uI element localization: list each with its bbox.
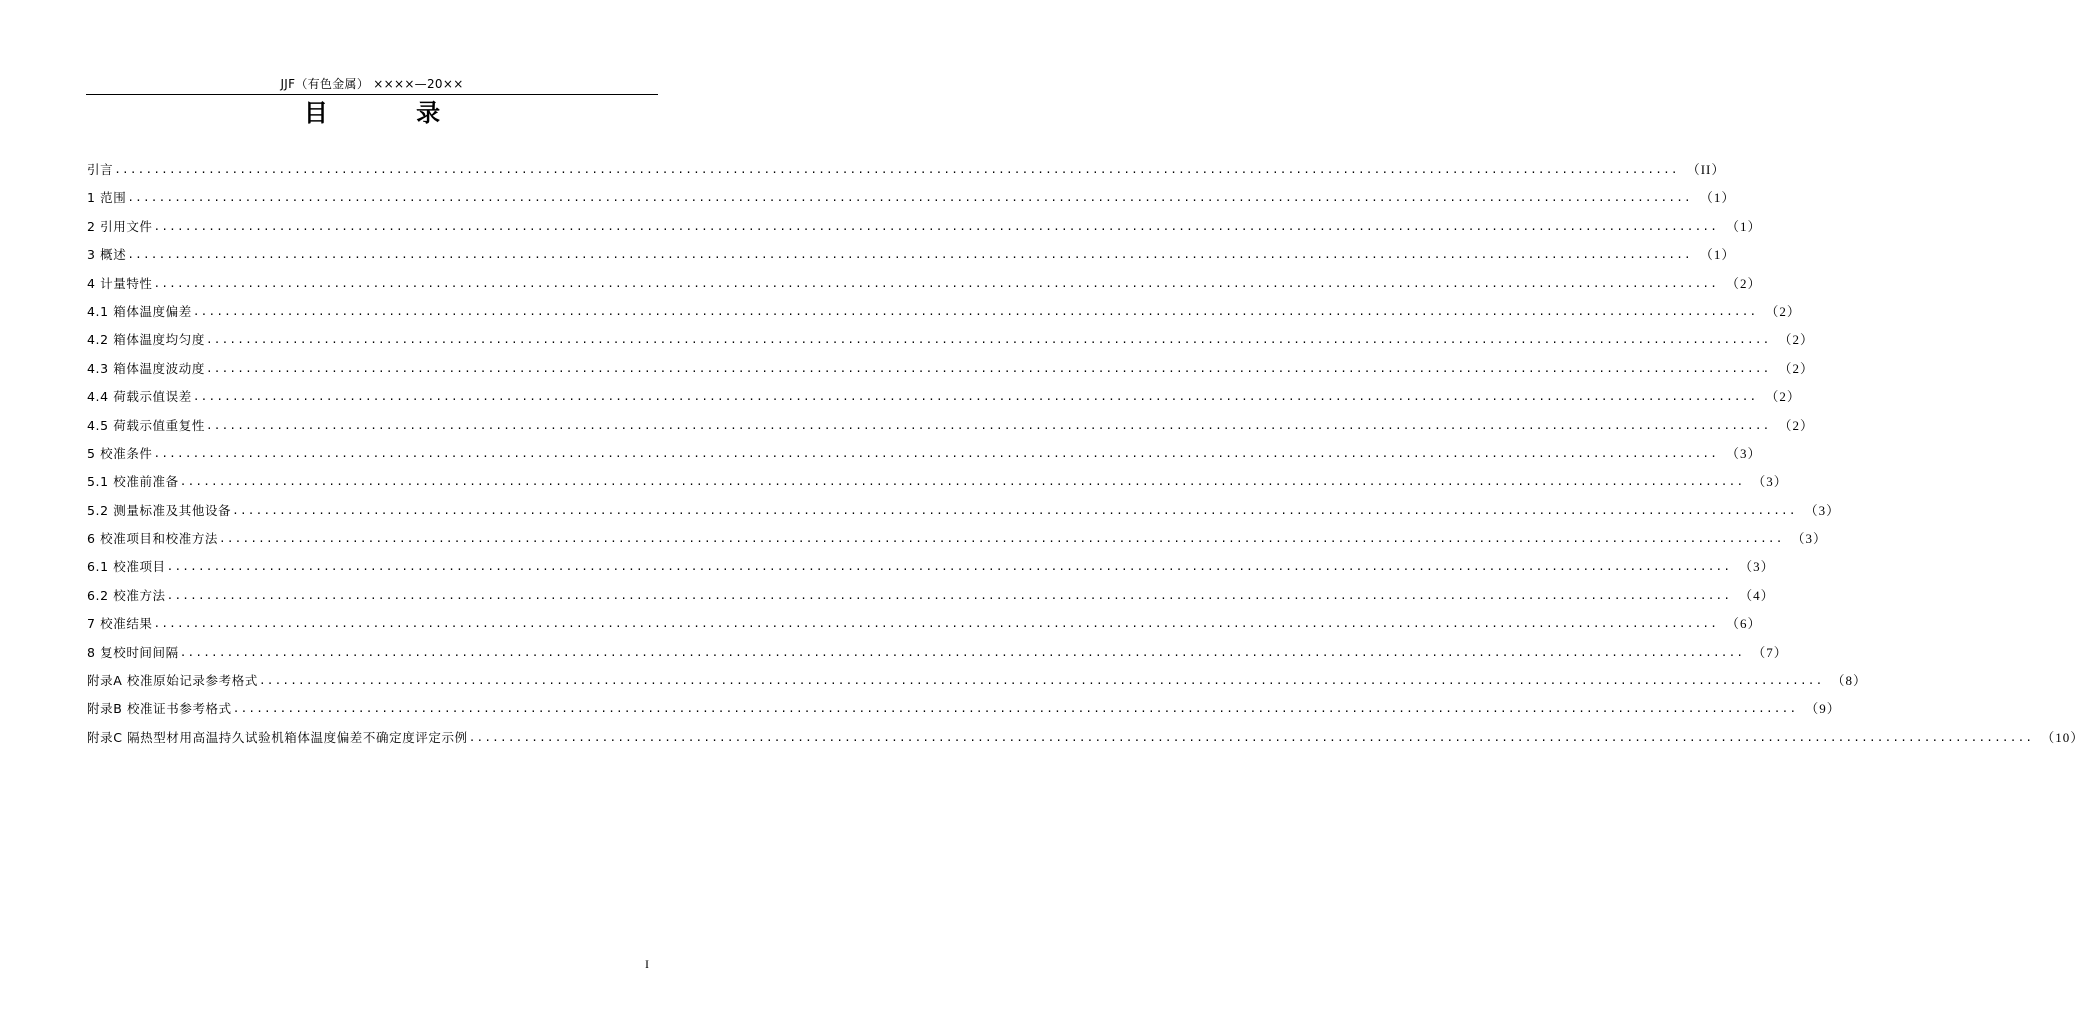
toc-entry[interactable] [87, 644, 1788, 672]
document-header: JJF（有色金属） ××××—20×× [280, 77, 464, 91]
toc-entry-label: 8 复校时间间隔 [87, 644, 179, 660]
toc-entry-page: （2） [1726, 275, 1762, 291]
toc-dot-leader: ........................................................................................................................................................................................................ [166, 588, 1732, 602]
toc-entry-page: （3） [1752, 474, 1788, 490]
header-divider [86, 94, 658, 95]
toc-dot-leader: ........................................................................................................................................................................................................ [127, 248, 1692, 262]
toc-entry-page: （4） [1739, 587, 1775, 603]
toc-entry-page: （3） [1739, 559, 1775, 575]
toc-entry[interactable] [87, 558, 1775, 586]
toc-entry[interactable] [87, 530, 1828, 558]
toc-entry-label: 4 计量特性 [87, 275, 153, 291]
toc-dot-leader: ........................................................................................................................................................................................................ [205, 361, 1771, 375]
toc-dot-leader: ........................................................................................................................................................................................................ [205, 333, 1771, 347]
toc-entry[interactable] [87, 360, 1814, 388]
toc-entry[interactable] [87, 729, 2084, 757]
toc-dot-leader: ........................................................................................................................................................................................................ [192, 390, 1758, 404]
toc-entry-page: （2） [1778, 332, 1814, 348]
toc-dot-leader: ........................................................................................................................................................................................................ [468, 730, 2034, 744]
toc-dot-leader: ........................................................................................................................................................................................................ [127, 191, 1692, 205]
toc-entry-label: 7 校准结果 [87, 616, 153, 632]
toc-entry-page: （2） [1778, 417, 1814, 433]
toc-entry-page: （1） [1699, 247, 1736, 263]
toc-entry-label: 附录A 校准原始记录参考格式 [87, 673, 258, 689]
toc-entry-label: 6.2 校准方法 [87, 587, 166, 603]
toc-entry-label: 4.3 箱体温度波动度 [87, 360, 205, 376]
toc-entry-label: 4.5 荷载示值重复性 [87, 417, 205, 433]
toc-entry-label: 附录C 隔热型材用高温持久试验机箱体温度偏差不确定度评定示例 [87, 729, 468, 745]
toc-entry-page: （3） [1804, 502, 1841, 518]
toc-entry-label: 5.2 测量标准及其他设备 [87, 502, 232, 518]
toc-entry[interactable] [87, 445, 1762, 473]
toc-entry[interactable] [87, 331, 1814, 359]
toc-entry-page: （II） [1686, 162, 1726, 177]
toc-entry[interactable] [87, 502, 1841, 530]
toc-dot-leader: ........................................................................................................................................................................................................ [166, 560, 1732, 574]
toc-entry-label: 4.2 箱体温度均匀度 [87, 332, 205, 348]
toc-entry-page: （7） [1752, 644, 1788, 660]
toc-dot-leader: ........................................................................................................................................................................................................ [232, 702, 1798, 716]
toc-entry-page: （9） [1805, 701, 1841, 717]
toc-entry-label: 6 校准项目和校准方法 [87, 531, 219, 547]
toc-dot-leader: ........................................................................................................................................................................................................ [114, 163, 1679, 176]
toc-entry-page: （1） [1699, 190, 1736, 206]
toc-entry-label: 引言 [87, 162, 114, 177]
toc-entry[interactable] [87, 700, 1841, 728]
toc-dot-leader: ........................................................................................................................................................................................................ [258, 674, 1824, 688]
toc-entry[interactable] [87, 218, 1762, 246]
toc-entry[interactable] [87, 615, 1762, 643]
toc-entry[interactable] [87, 161, 1726, 189]
toc-entry[interactable] [87, 388, 1801, 416]
toc-entry-page: （3） [1726, 445, 1762, 461]
toc-entry-label: 3 概述 [87, 247, 127, 263]
toc-entry-page: （6） [1726, 616, 1762, 632]
toc-dot-leader: ........................................................................................................................................................................................................ [232, 503, 1797, 517]
toc-dot-leader: ........................................................................................................................................................................................................ [153, 446, 1719, 460]
toc-entry[interactable] [87, 303, 1801, 331]
toc-entry-label: 5.1 校准前准备 [87, 474, 179, 490]
table-of-contents [87, 161, 2084, 757]
toc-entry-label: 6.1 校准项目 [87, 559, 166, 575]
toc-dot-leader: ........................................................................................................................................................................................................ [153, 219, 1719, 233]
toc-entry-label: 5 校准条件 [87, 445, 153, 461]
page-title: 目 录 [303, 99, 481, 127]
toc-entry[interactable] [87, 246, 1736, 274]
toc-entry[interactable] [87, 473, 1788, 501]
toc-entry-page: （2） [1765, 389, 1801, 405]
toc-dot-leader: ........................................................................................................................................................................................................ [179, 645, 1745, 659]
toc-entry[interactable] [87, 417, 1814, 445]
toc-dot-leader: ........................................................................................................................................................................................................ [219, 532, 1784, 546]
toc-entry-page: （3） [1791, 531, 1828, 547]
toc-entry-label: 2 引用文件 [87, 218, 153, 234]
toc-entry-label: 1 范围 [87, 190, 127, 206]
toc-dot-leader: ........................................................................................................................................................................................................ [205, 418, 1771, 432]
toc-entry-page: （2） [1765, 303, 1801, 319]
toc-dot-leader: ........................................................................................................................................................................................................ [179, 475, 1745, 489]
toc-dot-leader: ........................................................................................................................................................................................................ [153, 617, 1719, 631]
toc-entry-page: （10） [2041, 729, 2084, 745]
toc-entry-page: （1） [1726, 218, 1762, 234]
page-number: I [645, 957, 649, 971]
toc-dot-leader: ........................................................................................................................................................................................................ [153, 276, 1719, 290]
toc-entry[interactable] [87, 587, 1775, 615]
toc-entry-page: （8） [1831, 673, 1867, 689]
toc-entry-label: 附录B 校准证书参考格式 [87, 701, 232, 717]
toc-entry[interactable] [87, 275, 1762, 303]
toc-entry[interactable] [87, 189, 1736, 217]
toc-dot-leader: ........................................................................................................................................................................................................ [192, 304, 1758, 318]
toc-entry[interactable] [87, 672, 1867, 700]
toc-entry-label: 4.1 箱体温度偏差 [87, 303, 192, 319]
toc-entry-label: 4.4 荷载示值误差 [87, 389, 192, 405]
toc-entry-page: （2） [1778, 360, 1814, 376]
